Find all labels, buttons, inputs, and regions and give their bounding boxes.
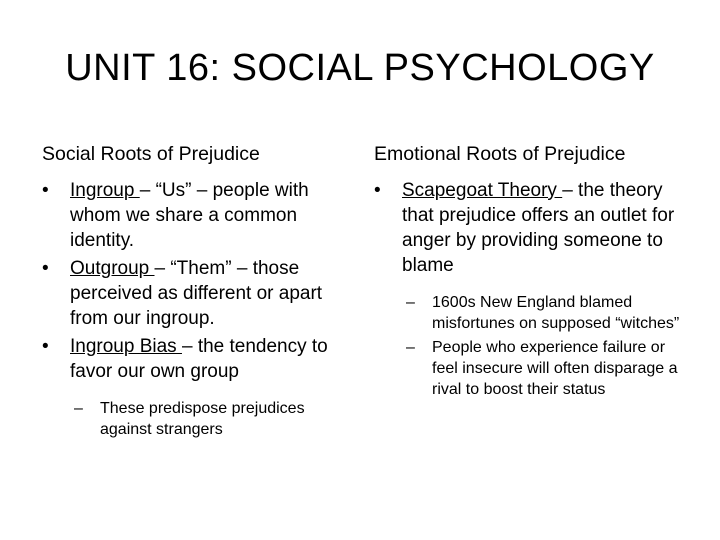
bullet-icon: • [42,258,49,279]
left-column-heading: Social Roots of Prejudice [42,143,260,165]
slide-title: UNIT 16: SOCIAL PSYCHOLOGY [65,47,655,89]
list-item [42,256,357,331]
left-sub-list [74,398,357,440]
term-ingroup: Ingroup [70,180,140,201]
sub-list-item [406,292,694,334]
list-item [42,178,357,253]
right-bullet-list [374,178,694,400]
dash-icon: – [406,339,415,356]
definition-ingroup-bias: – the tendency to favor our own group [70,336,328,382]
list-item [42,334,357,440]
right-column-heading: Emotional Roots of Prejudice [374,143,626,165]
left-column [42,142,357,443]
sub-item-text: People who experience failure or feel insecure will often disparage a rival to boost their status [432,339,678,398]
right-sub-list [406,292,694,400]
bullet-icon: • [42,180,49,201]
bullet-icon: • [42,336,49,357]
definition-ingroup: – “Us” – people with whom we share a common identity. [70,180,309,251]
dash-icon: – [406,294,415,311]
term-ingroup-bias: Ingroup Bias [70,336,182,357]
dash-icon: – [74,400,83,417]
term-scapegoat-theory: Scapegoat Theory [402,180,563,201]
definition-outgroup: – “Them” – those perceived as different or apart from our ingroup. [70,258,323,329]
sub-list-item [406,337,694,400]
bullet-icon: • [374,180,381,201]
sub-item-text: These predispose prejudices against strangers [100,400,305,438]
right-column [374,142,694,403]
sub-item-text: 1600s New England blamed misfortunes on supposed “witches” [432,294,680,332]
definition-scapegoat-theory: – the theory that prejudice offers an outlet for anger by providing someone to blame [402,180,675,276]
list-item [374,178,694,400]
sub-list-item [74,398,357,440]
term-outgroup: Outgroup [70,258,155,279]
left-bullet-list [42,178,357,440]
